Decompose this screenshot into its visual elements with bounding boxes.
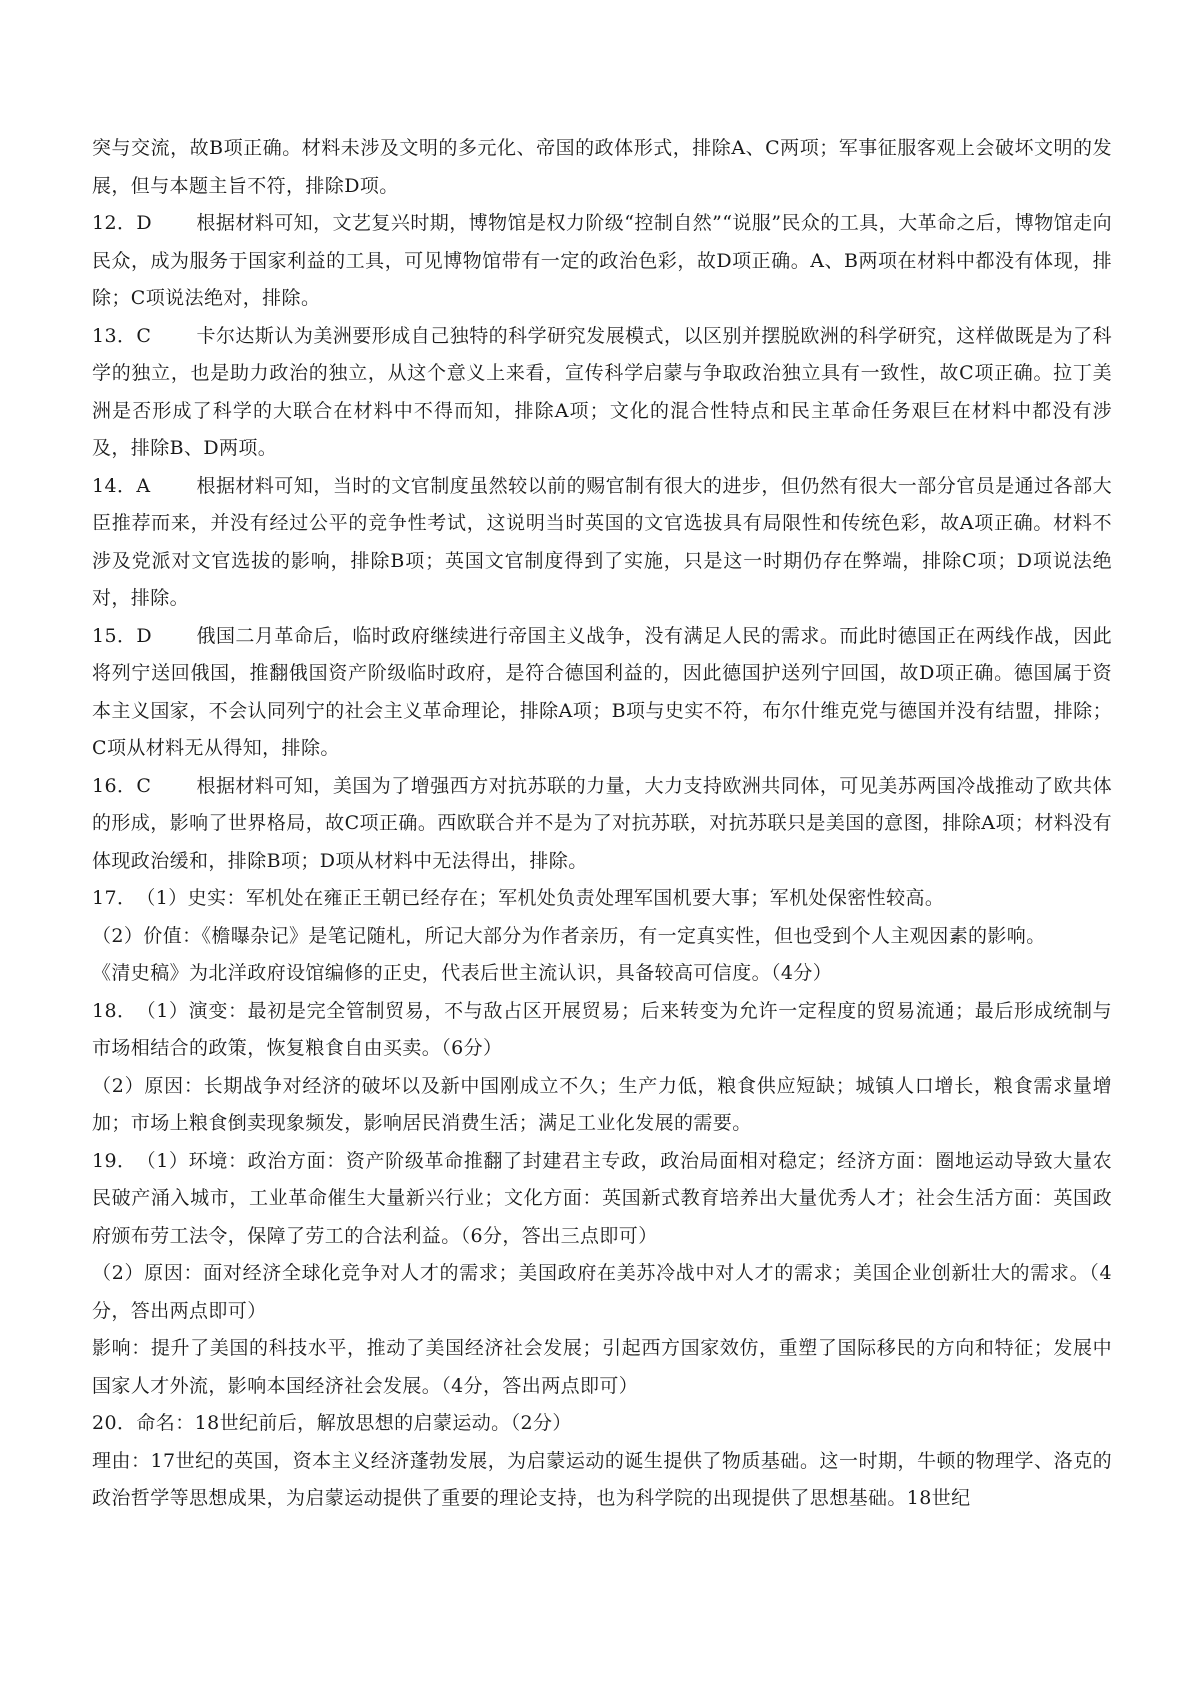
answer-14 — [92, 468, 1112, 618]
answer-13 — [92, 318, 1112, 468]
answer-15 — [92, 618, 1112, 768]
answer-17-part1 — [92, 880, 1112, 918]
paragraph-text: 影响：提升了美国的科技水平，推动了美国经济社会发展；引起西方国家效仿，重塑了国际移民的方向和特征；发展中国家人才外流，影响本国经济社会发展。（4分，答出两点即可） — [92, 1337, 1112, 1397]
answer-17-part3 — [92, 955, 1112, 993]
document-body — [92, 130, 1112, 1518]
paragraph-text: 根据材料可知，美国为了增强西方对抗苏联的力量，大力支持欧洲共同体，可见美苏两国冷战推动了欧共体的形成，影响了世界格局，故C项正确。西欧联合并不是为了对抗苏联，对抗苏联只是美国的意图，排除A项；材料没有体现政治缓和，排除B项；D项从材料中无法得出，排除。 — [92, 774, 1112, 872]
paragraph-text: （1）演变：最初是完全管制贸易，不与敌占区开展贸易；后来转变为允许一定程度的贸易流通；最后形成统制与市场相结合的政策，恢复粮食自由买卖。（6分） — [92, 999, 1112, 1059]
paragraph-text: 命名：18世纪前后，解放思想的启蒙运动。（2分） — [136, 1412, 572, 1434]
paragraph-text: 《清史稿》为北洋政府设馆编修的正史，代表后世主流认识，具备较高可信度。（4分） — [92, 962, 833, 984]
paragraph-text: （2）价值：《檐曝杂记》是笔记随札，所记大部分为作者亲历，有一定真实性，但也受到个人主观因素的影响。 — [92, 924, 1046, 947]
question-number: 15． — [92, 624, 137, 647]
question-number: 18． — [92, 999, 137, 1022]
answer-16 — [92, 768, 1112, 881]
answer-18-part2 — [92, 1068, 1112, 1143]
question-number: 17． — [92, 887, 137, 909]
paragraph-continuation-11 — [92, 130, 1112, 205]
paragraph-text: （2）原因：面对经济全球化竞争对人才的需求；美国政府在美苏冷战中对人才的需求；美国企业创新壮大的需求。（4分，答出两点即可） — [92, 1262, 1112, 1322]
question-number: 20． — [92, 1412, 137, 1434]
answer-letter: C — [136, 324, 152, 347]
paragraph-text: 突与交流，故B项正确。材料未涉及文明的多元化、帝国的政体形式，排除A、C两项；军事征服客观上会破坏文明的发展，但与本题主旨不符，排除D项。 — [92, 137, 1112, 197]
paragraph-text: （2）原因：长期战争对经济的破坏以及新中国刚成立不久；生产力低，粮食供应短缺；城镇人口增长，粮食需求量增加；市场上粮食倒卖现象频发，影响居民消费生活；满足工业化发展的需要。 — [92, 1074, 1112, 1134]
answer-19-part1 — [92, 1143, 1112, 1256]
paragraph-text: 根据材料可知，当时的文官制度虽然较以前的赐官制有很大的进步，但仍然有很大一部分官员是通过各部大臣推荐而来，并没有经过公平的竞争性考试，这说明当时英国的文官选拔具有局限性和传统色彩，故A项正确。材料不涉及党派对文官选拔的影响，排除B项；英国文官制度得到了实施，只是这一时期仍存在弊端，排除C项；D项说法绝对，排除。 — [92, 474, 1112, 609]
answer-letter: C — [136, 774, 152, 797]
paragraph-text: 理由：17世纪的英国，资本主义经济蓬勃发展，为启蒙运动的诞生提供了物质基础。这一时期，牛顿的物理学、洛克的政治哲学等思想成果，为启蒙运动提供了重要的理论支持，也为科学院的出现提供了思想基础。18世纪 — [92, 1449, 1112, 1509]
answer-18-part1 — [92, 993, 1112, 1068]
paragraph-text: （1）史实：军机处在雍正王朝已经存在；军机处负责处理军国机要大事；军机处保密性较高。 — [136, 887, 945, 909]
paragraph-text: （1）环境：政治方面：资产阶级革命推翻了封建君主专政，政治局面相对稳定；经济方面：圈地运动导致大量农民破产涌入城市，工业革命催生大量新兴行业；文化方面：英国新式教育培养出大量优秀人才；社会生活方面：英国政府颁布劳工法令，保障了劳工的合法利益。（6分，答出三点即可） — [92, 1149, 1112, 1247]
answer-19-part2 — [92, 1255, 1112, 1330]
paragraph-text: 根据材料可知，文艺复兴时期，博物馆是权力阶级“控制自然”“说服”民众的工具，大革命之后，博物馆走向民众，成为服务于国家利益的工具，可见博物馆带有一定的政治色彩，故D项正确。A、B两项在材料中都没有体现，排除；C项说法绝对，排除。 — [92, 212, 1112, 309]
question-number: 12． — [92, 212, 137, 234]
paragraph-text: 俄国二月革命后，临时政府继续进行帝国主义战争，没有满足人民的需求。而此时德国正在两线作战，因此将列宁送回俄国，推翻俄国资产阶级临时政府，是符合德国利益的，因此德国护送列宁回国，故D项正确。德国属于资本主义国家，不会认同列宁的社会主义革命理论，排除A项；B项与史实不符，布尔什维克党与德国并没有结盟，排除；C项从材料无从得知，排除。 — [92, 624, 1112, 759]
answer-letter: D — [136, 212, 153, 234]
question-number: 16． — [92, 774, 137, 797]
paragraph-text: 卡尔达斯认为美洲要形成自己独特的科学研究发展模式，以区别并摆脱欧洲的科学研究，这样做既是为了科学的独立，也是助力政治的独立，从这个意义上来看，宣传科学启蒙与争取政治独立具有一致性，故C项正确。拉丁美洲是否形成了科学的大联合在材料中不得而知，排除A项；文化的混合性特点和民主革命任务艰巨在材料中都没有涉及，排除B、D两项。 — [92, 324, 1112, 459]
answer-letter: D — [136, 624, 153, 647]
answer-19-part3 — [92, 1330, 1112, 1405]
question-number: 14． — [92, 474, 137, 497]
answer-17-part2 — [92, 918, 1112, 956]
question-number: 19． — [92, 1149, 137, 1172]
answer-letter: A — [136, 474, 151, 497]
answer-12 — [92, 205, 1112, 318]
question-number: 13． — [92, 324, 137, 347]
answer-20-part1 — [92, 1405, 1112, 1443]
answer-20-part2 — [92, 1443, 1112, 1518]
